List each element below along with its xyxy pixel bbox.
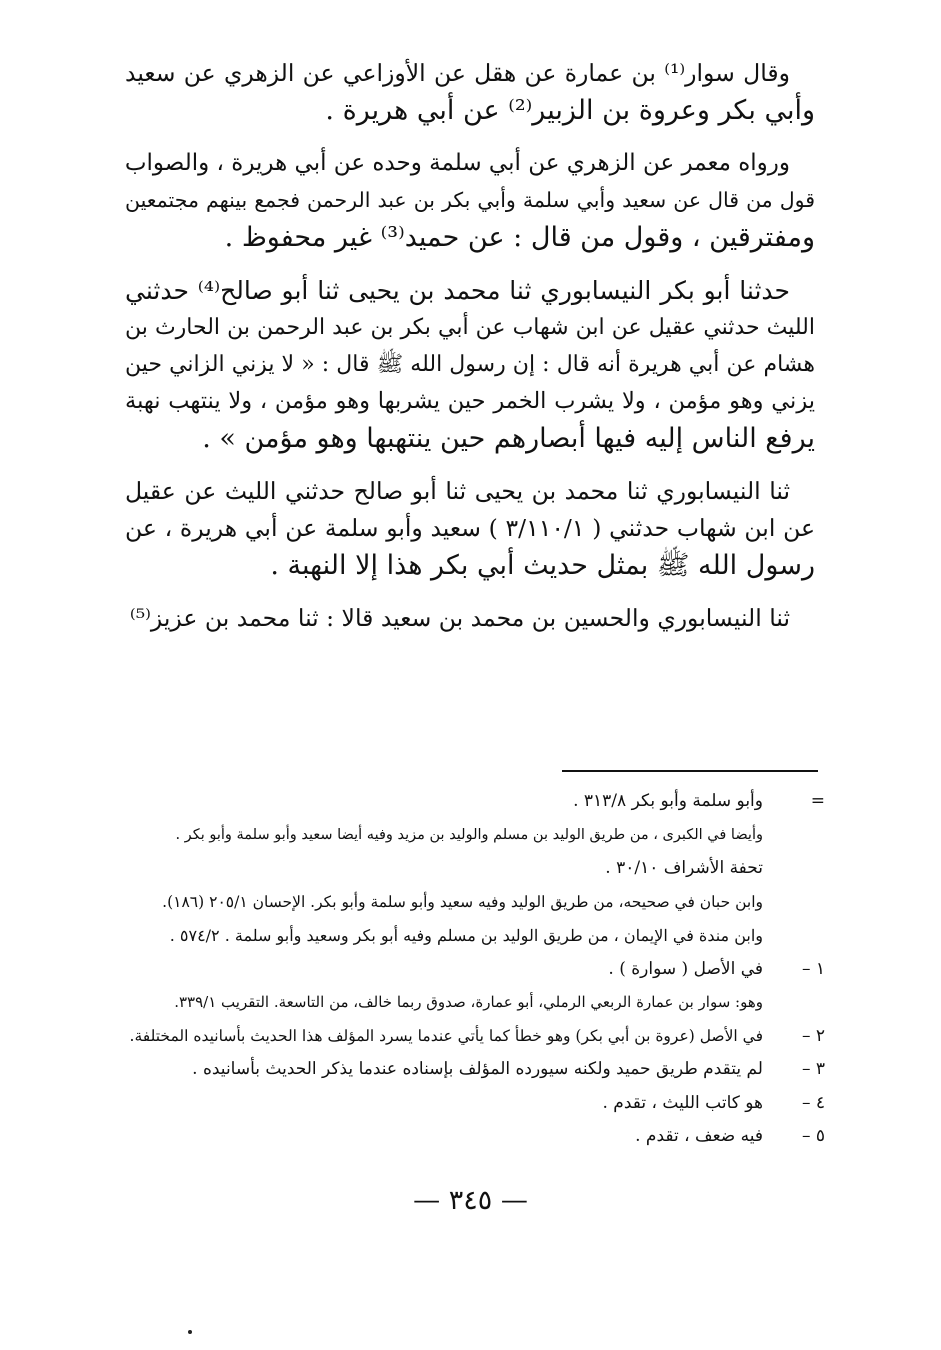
page-number: — ٣٤٥ — <box>413 1185 528 1216</box>
footnote-text: هو كاتب الليث ، تقدم . <box>602 1092 763 1113</box>
text-line: ومفترقين ، وقول من قال : عن حميد⁽³⁾ غير محفوظ . <box>224 222 815 253</box>
footnote-number: ٥ – <box>801 1126 825 1146</box>
scan-speck <box>188 1330 192 1334</box>
paragraph-3 <box>125 272 815 457</box>
footnote-text: لم يتقدم طريق حميد ولكنه سيورده المؤلف بإسناده عندما يذكر الحديث بأسانيده . <box>192 1059 763 1079</box>
paragraph-1 <box>125 55 815 129</box>
footnote-row <box>120 1087 825 1121</box>
footnote-text: فيه ضعف ، تقدم . <box>635 1126 763 1146</box>
text-line: يزني وهو مؤمن ، ولا يشرب الخمر حين يشربها وهو مؤمن ، ولا ينتهب نهبة <box>125 388 815 414</box>
text-line: عن ابن شهاب حدثني ( ٣/١١٠/١ ) سعيد وأبو سلمة عن أبي هريرة ، عن <box>125 514 815 542</box>
text-line: وقال سوار⁽¹⁾ بن عمارة عن هقل عن الأوزاعي عن الزهري عن سعيد <box>125 59 790 87</box>
footnote-number: ٢ – <box>801 1025 825 1046</box>
footnote-row <box>120 886 825 920</box>
text-line: ورواه معمر عن الزهري عن أبي سلمة وحده عن أبي هريرة ، والصواب <box>124 150 790 176</box>
text-line: ثنا النيسابوري والحسين بن محمد بن سعيد قالا : ثنا محمد بن عزيز⁽⁵⁾ <box>129 604 790 632</box>
footnote-row <box>120 1020 825 1054</box>
footnote-text: في الأصل ( سوارة ) . <box>608 958 763 979</box>
text-line: قول من قال عن سعيد وأبي سلمة وأبي بكر بن عبد الرحمن فجمع بينهم مجتمعين <box>125 188 815 212</box>
footnote-number: = <box>810 791 825 811</box>
paragraph-4 <box>125 473 815 584</box>
footnote-row <box>120 1053 825 1087</box>
footnote-text: وأبو سلمة وأبو بكر ٣١٣/٨ . <box>573 791 763 811</box>
footnote-text: وابن حبان في صحيحه، من طريق الوليد وفيه سعيد وأبو سلمة وأبو بكر. الإحسان ٢٠٥/١ (١٨٦). <box>162 892 763 911</box>
footnote-row <box>120 852 825 886</box>
text-line: وأبي بكر وعروة بن الزبير⁽²⁾ عن أبي هريرة . <box>325 95 815 126</box>
footnote-text: تحفة الأشراف ٣٠/١٠ . <box>605 858 763 878</box>
footnote-separator <box>562 770 818 772</box>
text-line: يرفع الناس إليه فيها أبصارهم حين ينتهبها وهو مؤمن » . <box>202 423 815 454</box>
text-line: ثنا النيسابوري ثنا محمد بن يحيى ثنا أبو صالح حدثني الليث عن عقيل <box>125 477 790 505</box>
footnote-row <box>120 953 825 987</box>
footnote-text: في الأصل (عروة بن أبي بكر) وهو خطأ كما يأتي عندما يسرد المؤلف هذا الحديث بأسانيده المختلفة. <box>129 1026 763 1045</box>
footnote-text: وأيضا في الكبرى ، من طريق الوليد بن مسلم والوليد بن مزيد وفيه أيضا سعيد وأبو سلمة وأبو بكر . <box>175 826 763 843</box>
footnote-row <box>120 785 825 819</box>
footnote-number: ٤ – <box>801 1092 825 1113</box>
text-line: الليث حدثني عقيل عن ابن شهاب عن أبي بكر بن عبد الرحمن بن الحارث بن <box>125 315 815 340</box>
main-text <box>125 55 815 653</box>
footnote-text: وهو: سوار بن عمارة الربعي الرملي، أبو عمارة، صدوق ربما خالف، من التاسعة. التقريب ٣٣٩/١. <box>174 993 763 1011</box>
footnote-row <box>120 986 825 1020</box>
footnotes <box>120 785 825 1154</box>
footnote-row <box>120 819 825 853</box>
text-line: رسول الله ﷺ بمثل حديث أبي بكر هذا إلا النهبة . <box>270 550 815 581</box>
paragraph-5 <box>125 600 815 637</box>
paragraph-2 <box>125 145 815 256</box>
footnote-text: وابن مندة في الإيمان ، من طريق الوليد بن مسلم وفيه أبو بكر وسعيد وأبو سلمة . ٥٧٤/٢ . <box>169 926 763 945</box>
footnote-row <box>120 1120 825 1154</box>
footnote-row <box>120 919 825 953</box>
footnote-number: ١ – <box>801 958 825 979</box>
text-line: حدثنا أبو بكر النيسابوري ثنا محمد بن يحيى ثنا أبو صالح⁽⁴⁾ حدثني <box>125 276 790 305</box>
text-line: هشام عن أبي هريرة أنه قال : إن رسول الله ﷺ قال : « لا يزني الزاني حين <box>125 352 815 377</box>
footnote-number: ٣ – <box>801 1059 825 1079</box>
